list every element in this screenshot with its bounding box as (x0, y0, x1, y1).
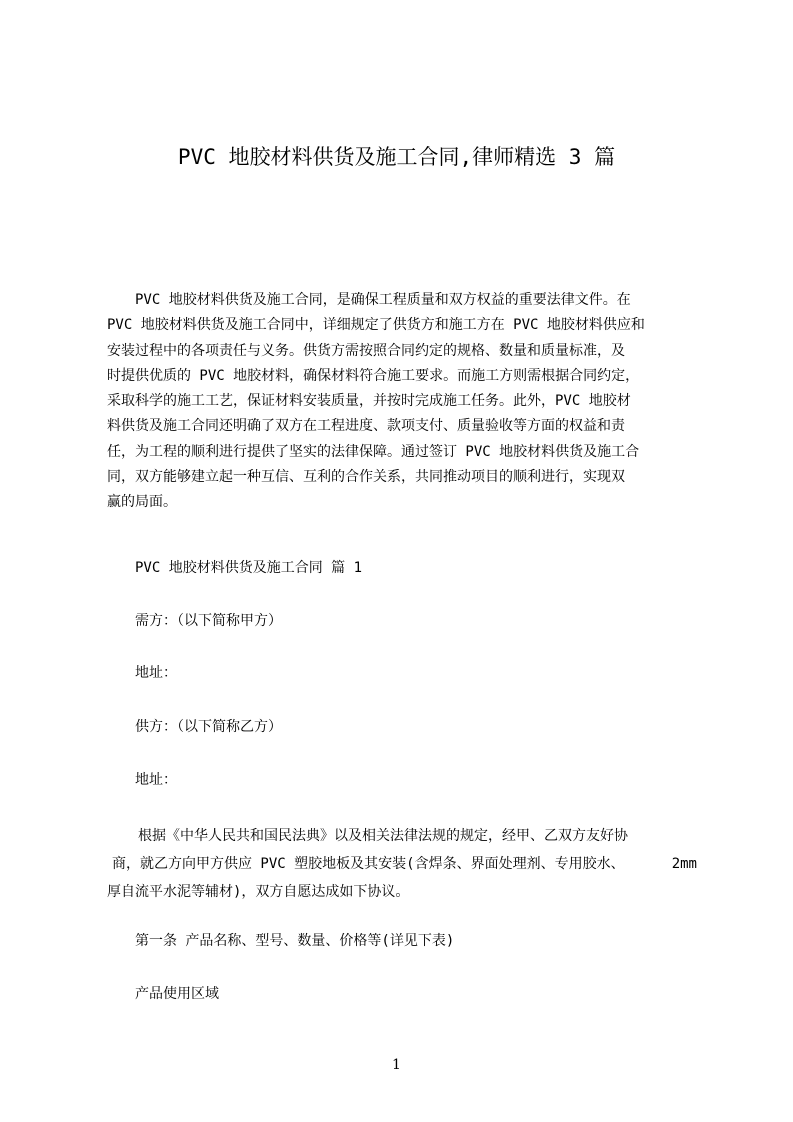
intro-paragraph (107, 288, 697, 516)
intro-line: 采取科学的施工工艺，保证材料安装质量，并按时完成施工任务。此外，PVC 地胶材 (107, 393, 631, 410)
demander-line: 需方：（以下简称甲方） (135, 613, 282, 629)
intro-line: 料供货及施工合同还明确了双方在工程进度、款项支付、质量验收等方面的权益和责 (107, 418, 625, 435)
intro-line: 时提供优质的 PVC 地胶材料，确保材料符合施工要求。而施工方则需根据合同约定， (107, 367, 640, 384)
agreement-line-tail: 2mm (671, 856, 697, 872)
intro-line: 任，为工程的顺利进行提供了坚实的法律保障。通过签订 PVC 地胶材料供货及施工合 (107, 443, 640, 460)
agreement-line: 根据《中华人民共和国民法典》以及相关法律法规的规定，经甲、乙双方友好协 (138, 828, 628, 844)
page-number: 1 (392, 1057, 401, 1073)
intro-line: 同，双方能够建立起一种互信、互利的合作关系，共同推动项目的顺利进行，实现双 (107, 469, 625, 486)
demander-address: 地址： (135, 665, 177, 681)
product-area-label: 产品使用区域 (135, 986, 219, 1002)
intro-line: PVC 地胶材料供货及施工合同中，详细规定了供货方和施工方在 PVC 地胶材料供应和 (107, 317, 645, 334)
agreement-paragraph (107, 822, 697, 906)
agreement-line: 厚自流平水泥等辅材)，双方自愿达成如下协议。 (107, 884, 410, 900)
supplier-line: 供方：（以下简称乙方） (135, 719, 282, 735)
agreement-line (107, 850, 697, 878)
supplier-address: 地址： (135, 772, 177, 788)
article-1-heading: 第一条 产品名称、型号、数量、价格等(详见下表) (135, 933, 455, 949)
intro-line: 赢的局面。 (107, 494, 177, 511)
intro-line: PVC 地胶材料供货及施工合同，是确保工程质量和双方权益的重要法律文件。在 (135, 292, 631, 308)
intro-line: 安装过程中的各项责任与义务。供货方需按照合同约定的规格、数量和质量标准，及 (107, 342, 625, 359)
section-heading: PVC 地胶材料供货及施工合同 篇 1 (135, 560, 363, 576)
document-title: PVC 地胶材料供货及施工合同,律师精选 3 篇 (177, 145, 616, 169)
agreement-line-text: 商，就乙方向甲方供应 PVC 塑胶地板及其安装(含焊条、界面处理剂、专用胶水、 (112, 856, 625, 872)
